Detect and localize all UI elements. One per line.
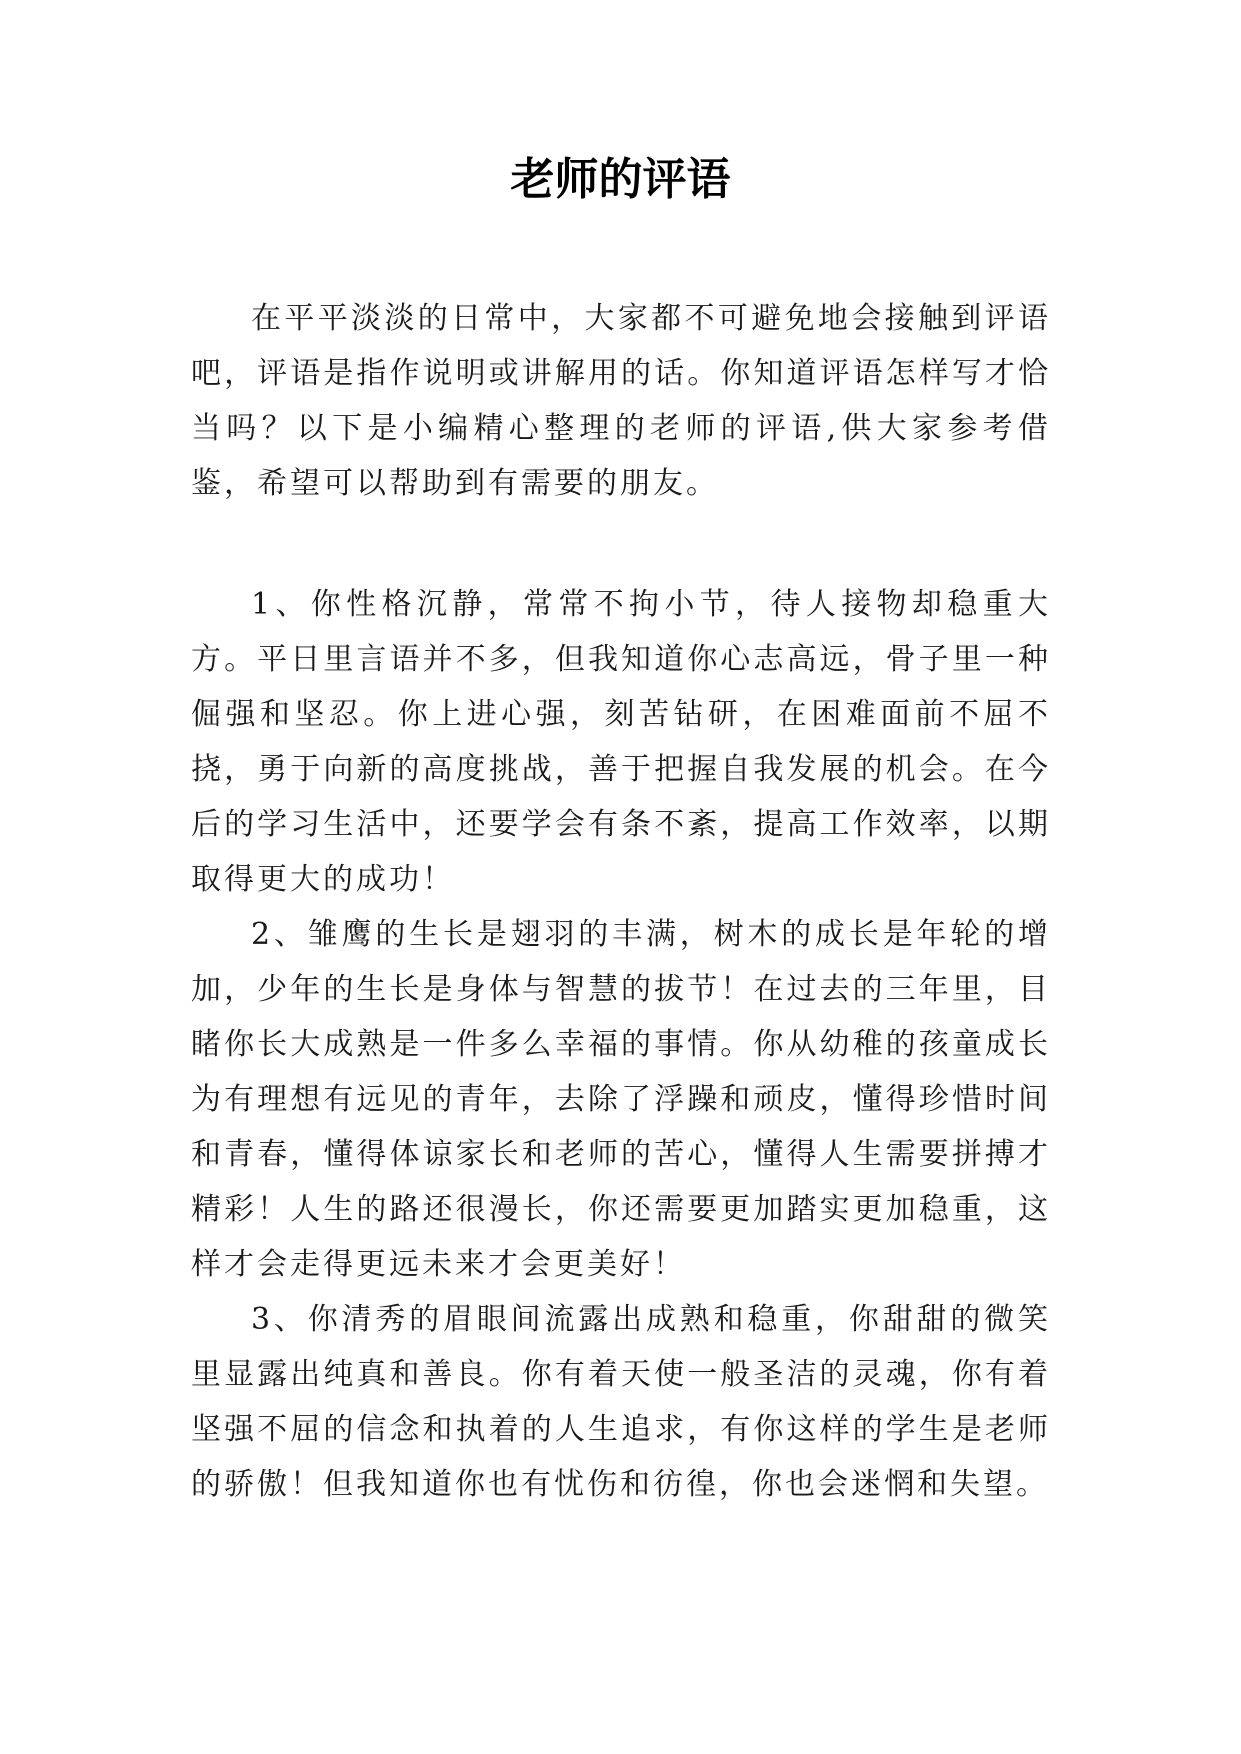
intro-paragraph: 在平平淡淡的日常中，大家都不可避免地会接触到评语吧，评语是指作说明或讲解用的话。你知道评语怎样写才恰当吗？以下是小编精心整理的老师的评语,供大家参考借鉴，希望可以帮助到有需要的朋友。	[191, 301, 1051, 501]
document-title: 老师的评语	[510, 154, 731, 205]
comment-paragraph-3: 3、你清秀的眉眼间流露出成熟和稳重，你甜甜的微笑里显露出纯真和善良。你有着天使一般圣洁的灵魂，你有着坚强不屈的信念和执着的人生追求，有你这样的学生是老师的骄傲！但我知道你也有忧伤和彷徨，你也会迷惘和失望。	[191, 1302, 1051, 1502]
comment-paragraph-1: 1、你性格沉静，常常不拘小节，待人接物却稳重大方。平日里言语并不多，但我知道你心志高远，骨子里一种倔强和坚忍。你上进心强，刻苦钻研，在困难面前不屈不挠，勇于向新的高度挑战，善于把握自我发展的机会。在今后的学习生活中，还要学会有条不紊，提高工作效率，以期取得更大的成功！	[191, 587, 1051, 897]
comment-paragraph-2: 2、雏鹰的生长是翅羽的丰满，树木的成长是年轮的增加，少年的生长是身体与智慧的拔节！在过去的三年里，目睹你长大成熟是一件多么幸福的事情。你从幼稚的孩童成长为有理想有远见的青年，去除了浮躁和顽皮，懂得珍惜时间和青春，懂得体谅家长和老师的苦心，懂得人生需要拼搏才精彩！人生的路还很漫长，你还需要更加踏实更加稳重，这样才会走得更远未来才会更美好！	[191, 917, 1051, 1282]
document-body	[191, 291, 1051, 1512]
